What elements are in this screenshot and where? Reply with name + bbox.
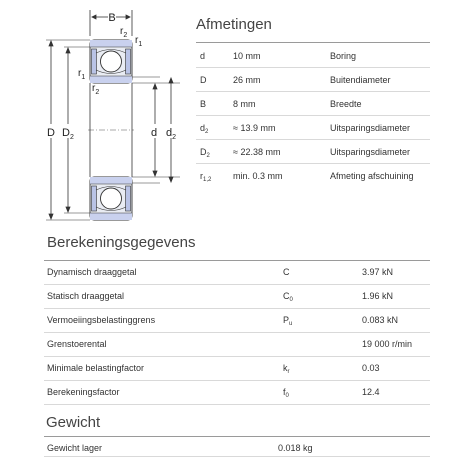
berekening-symbol: $f_0$: [283, 387, 289, 399]
afmetingen-title: Afmetingen: [196, 16, 272, 33]
berekening-value: 19 000 r/min: [362, 339, 413, 349]
berekening-symbol: C: [283, 267, 290, 277]
afmetingen-value: 26 mm: [233, 75, 261, 85]
afmetingen-value: ≈ 22.38 mm: [233, 147, 281, 157]
afmetingen-value: 8 mm: [233, 99, 256, 109]
berekening-header-rule: [44, 260, 430, 261]
berekening-row-rule: [44, 284, 430, 285]
berekening-symbol: $k_r$: [283, 363, 290, 375]
gewicht-label: Gewicht lager: [47, 443, 103, 453]
berekening-name: Statisch draaggetal: [47, 291, 125, 301]
afmetingen-value: 10 mm: [233, 51, 261, 61]
label-r1-left: $r_1$: [78, 68, 86, 81]
afmetingen-symbol: B: [200, 99, 207, 109]
afmetingen-value: ≈ 13.9 mm: [233, 123, 276, 133]
afmetingen-row-rule: [196, 91, 430, 92]
berekening-name: Vermoeiingsbelastinggrens: [47, 315, 156, 325]
afmetingen-description: Boring: [330, 51, 357, 61]
berekening-symbol: $P_u$: [283, 315, 293, 327]
berekening-value: 3.97 kN: [362, 267, 394, 277]
berekening-row-rule: [44, 308, 430, 309]
bearing-section-bottom: [90, 177, 132, 220]
berekening-row-rule: [44, 356, 430, 357]
afmetingen-symbol: D: [200, 75, 207, 85]
afmetingen-row-rule: [196, 115, 430, 116]
afmetingen-description: Breedte: [330, 99, 362, 109]
berekening-row-rule: [44, 404, 430, 405]
berekening-name: Berekeningsfactor: [47, 387, 120, 397]
afmetingen-row-rule: [196, 163, 430, 164]
afmetingen-symbol: d: [200, 51, 206, 61]
afmetingen-value: min. 0.3 mm: [233, 171, 283, 181]
berekening-value: 0.083 kN: [362, 315, 399, 325]
afmetingen-symbol: $D_2$: [200, 147, 210, 159]
afmetingen-symbol: $r_{1,2}$: [200, 171, 212, 183]
berekening-row-rule: [44, 332, 430, 333]
afmetingen-description: Uitsparingsdiameter: [330, 123, 411, 133]
gewicht-title: Gewicht: [46, 414, 101, 431]
gewicht-header-rule: [44, 436, 430, 437]
label-r2-left: $r_2$: [92, 83, 100, 96]
berekening-name: Minimale belastingfactor: [47, 363, 145, 373]
bearing-section-top: [90, 40, 132, 83]
gewicht-row-rule: [44, 456, 430, 457]
afmetingen-symbol: $d_2$: [200, 123, 209, 135]
bearing-diagram: [0, 0, 190, 232]
berekening-title: Berekeningsgegevens: [47, 234, 196, 251]
label-D2: $D_2$: [62, 127, 74, 141]
label-D: D: [47, 127, 55, 139]
afmetingen-row-rule: [196, 139, 430, 140]
afmetingen-description: Afmeting afschuining: [330, 171, 414, 181]
berekening-value: 1.96 kN: [362, 291, 394, 301]
label-r1-top: $r_1$: [135, 35, 143, 48]
berekening-row-rule: [44, 380, 430, 381]
berekening-value: 12.4: [362, 387, 380, 397]
afmetingen-description: Uitsparingsdiameter: [330, 147, 411, 157]
afmetingen-header-rule: [196, 42, 430, 43]
berekening-symbol: $C_0$: [283, 291, 293, 303]
afmetingen-row-rule: [196, 67, 430, 68]
label-r2-top: $r_2$: [120, 26, 128, 39]
afmetingen-description: Buitendiameter: [330, 75, 391, 85]
berekening-name: Grenstoerental: [47, 339, 107, 349]
berekening-name: Dynamisch draaggetal: [47, 267, 137, 277]
label-d2: $d_2$: [166, 127, 177, 141]
label-b: B: [108, 12, 116, 24]
gewicht-value: 0.018 kg: [278, 443, 313, 453]
label-d: d: [151, 127, 158, 139]
berekening-value: 0.03: [362, 363, 380, 373]
